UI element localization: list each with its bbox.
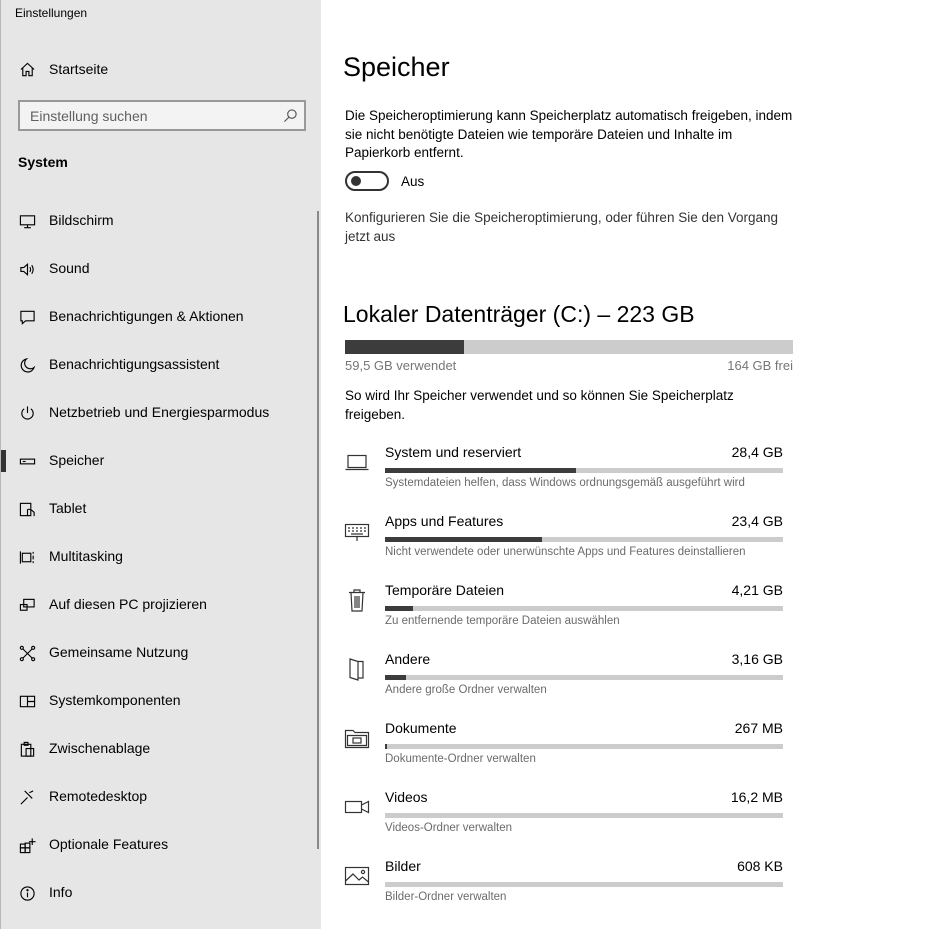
speaker-icon [18,260,36,278]
category-name: Bilder [385,858,421,874]
category-size: 3,16 GB [731,651,783,667]
storage-category[interactable] [321,645,927,714]
laptop-icon [343,450,371,474]
category-usage-bar [385,675,783,680]
drive-used-label: 59,5 GB verwendet [345,358,457,373]
category-size: 4,21 GB [731,582,783,598]
sidebar-item-label: Speicher [49,452,105,468]
sidebar-item-zwischenablage[interactable] [1,725,322,773]
power-icon [18,404,36,422]
category-name: System und reserviert [385,444,522,460]
storage-category[interactable] [321,783,927,852]
category-usage-bar [385,744,783,749]
sidebar-item-optionale-features[interactable] [1,821,322,869]
sidebar-item-gemeinsame-nutzung[interactable] [1,629,322,677]
picture-icon [343,864,371,888]
multitasking-icon [18,548,36,566]
sidebar-nav [1,197,322,917]
drive-usage-bar [345,340,793,354]
toggle-state-label: Aus [401,174,425,189]
share-icon [18,644,36,662]
category-description: Zu entfernende temporäre Dateien auswählen [385,615,620,627]
clipboard-icon [18,740,36,758]
storage-category[interactable] [321,852,927,921]
storage-sense-toggle[interactable] [345,171,389,191]
sidebar-item-home[interactable] [1,48,322,88]
sidebar-item-label: Multitasking [49,548,123,564]
sidebar-item-bildschirm[interactable] [1,197,322,245]
sidebar-item-label: Optionale Features [49,836,169,852]
category-description: Dokumente-Ordner verwalten [385,753,536,765]
category-description: Systemdateien helfen, dass Windows ordnungsgemäß ausgeführt wird [385,477,745,489]
sidebar-item-label: Netzbetrieb und Energiesparmodus [49,404,270,420]
toggle-knob [351,176,361,186]
window-title: Einstellungen [15,6,88,20]
storage-icon [18,452,36,470]
storage-sense-description: Die Speicheroptimierung kann Speicherplatz automatisch freigeben, indem sie nicht benötigte Dateien wie temporäre Dateien und Inhalte im Papierkorb entfernt. [345,108,793,160]
configure-storage-sense-link[interactable]: Konfigurieren Sie die Speicheroptimierung, oder führen Sie den Vorgang jetzt aus [345,210,779,244]
category-usage-bar [385,606,783,611]
storage-category[interactable] [321,438,927,507]
keyboard-icon [343,519,371,543]
storage-category[interactable] [321,714,927,783]
main-content [321,0,927,929]
moon-icon [18,356,36,374]
drive-title: Lokaler Datenträger (C:) – 223 GB [343,301,695,327]
category-usage-bar [385,813,783,818]
sidebar-item-label: Info [49,884,73,900]
category-description: Andere große Ordner verwalten [385,684,547,696]
category-name: Temporäre Dateien [385,582,505,598]
sidebar-item-label: Benachrichtigungen & Aktionen [49,308,244,324]
category-description: Videos-Ordner verwalten [385,822,512,834]
features-icon [18,836,36,854]
storage-category-list [321,438,927,921]
sidebar-item-remotedesktop[interactable] [1,773,322,821]
project-icon [18,596,36,614]
category-usage-bar-fill [385,675,406,680]
category-usage-bar-fill [385,606,413,611]
sidebar-item-auf-diesen-pc-projizieren[interactable] [1,581,322,629]
category-size: 23,4 GB [731,513,783,529]
category-usage-bar [385,468,783,473]
sidebar-item-sound[interactable] [1,245,322,293]
sidebar-item-label: Sound [49,260,90,276]
drive-free-label: 164 GB frei [727,358,793,373]
sidebar-item-label: Zwischenablage [49,740,151,756]
category-size: 608 KB [737,858,783,874]
monitor-icon [18,212,36,230]
section-label: System [18,154,68,170]
remote-icon [18,788,36,806]
drive-usage-bar-fill [345,340,464,354]
sidebar-item-label: Systemkomponenten [49,692,181,708]
sidebar-item-multitasking[interactable] [1,533,322,581]
category-description: Bilder-Ordner verwalten [385,891,507,903]
category-usage-bar-fill [385,468,576,473]
sidebar-item-tablet[interactable] [1,485,322,533]
category-name: Videos [385,789,428,805]
sidebar-item-benachrichtigungsassistent[interactable] [1,341,322,389]
folder-open-icon [343,657,371,681]
category-name: Dokumente [385,720,457,736]
category-usage-bar [385,882,783,887]
info-icon [18,884,36,902]
sidebar-item-info[interactable] [1,869,322,917]
category-usage-bar-fill [385,537,542,542]
documents-folder-icon [343,726,371,750]
sidebar-scrollbar[interactable] [317,211,319,849]
message-icon [18,308,36,326]
sidebar-home-label: Startseite [49,61,109,77]
search-icon[interactable] [283,108,298,123]
category-usage-bar-fill [385,744,387,749]
sidebar-item-label: Remotedesktop [49,788,148,804]
components-icon [18,692,36,710]
sidebar-item-label: Benachrichtigungsassistent [49,356,220,372]
storage-category[interactable] [321,507,927,576]
category-name: Andere [385,651,431,667]
category-size: 16,2 MB [730,789,783,805]
sidebar-item-netzbetrieb-und-energiesparmodus[interactable] [1,389,322,437]
sidebar-item-label: Tablet [49,500,87,516]
home-icon [18,60,36,78]
category-name: Apps und Features [385,513,504,529]
sidebar-item-systemkomponenten[interactable] [1,677,322,725]
trash-icon [343,588,371,612]
storage-category[interactable] [321,576,927,645]
sidebar-item-label: Bildschirm [49,212,114,228]
video-camera-icon [343,795,371,819]
category-size: 267 MB [734,720,783,736]
search-box[interactable] [18,100,306,131]
sidebar-item-benachrichtigungen-aktionen[interactable] [1,293,322,341]
tablet-icon [18,500,36,518]
page-title: Speicher [343,52,450,82]
sidebar [0,0,321,929]
sidebar-item-speicher[interactable] [1,437,322,485]
category-usage-bar [385,537,783,542]
category-size: 28,4 GB [731,444,783,460]
sidebar-item-label: Auf diesen PC projizieren [49,596,207,612]
search-input[interactable] [20,102,270,129]
usage-info-text: So wird Ihr Speicher verwendet und so können Sie Speicherplatz freigeben. [345,388,734,422]
category-description: Nicht verwendete oder unerwünschte Apps und Features deinstallieren [385,546,746,558]
sidebar-item-label: Gemeinsame Nutzung [49,644,189,660]
